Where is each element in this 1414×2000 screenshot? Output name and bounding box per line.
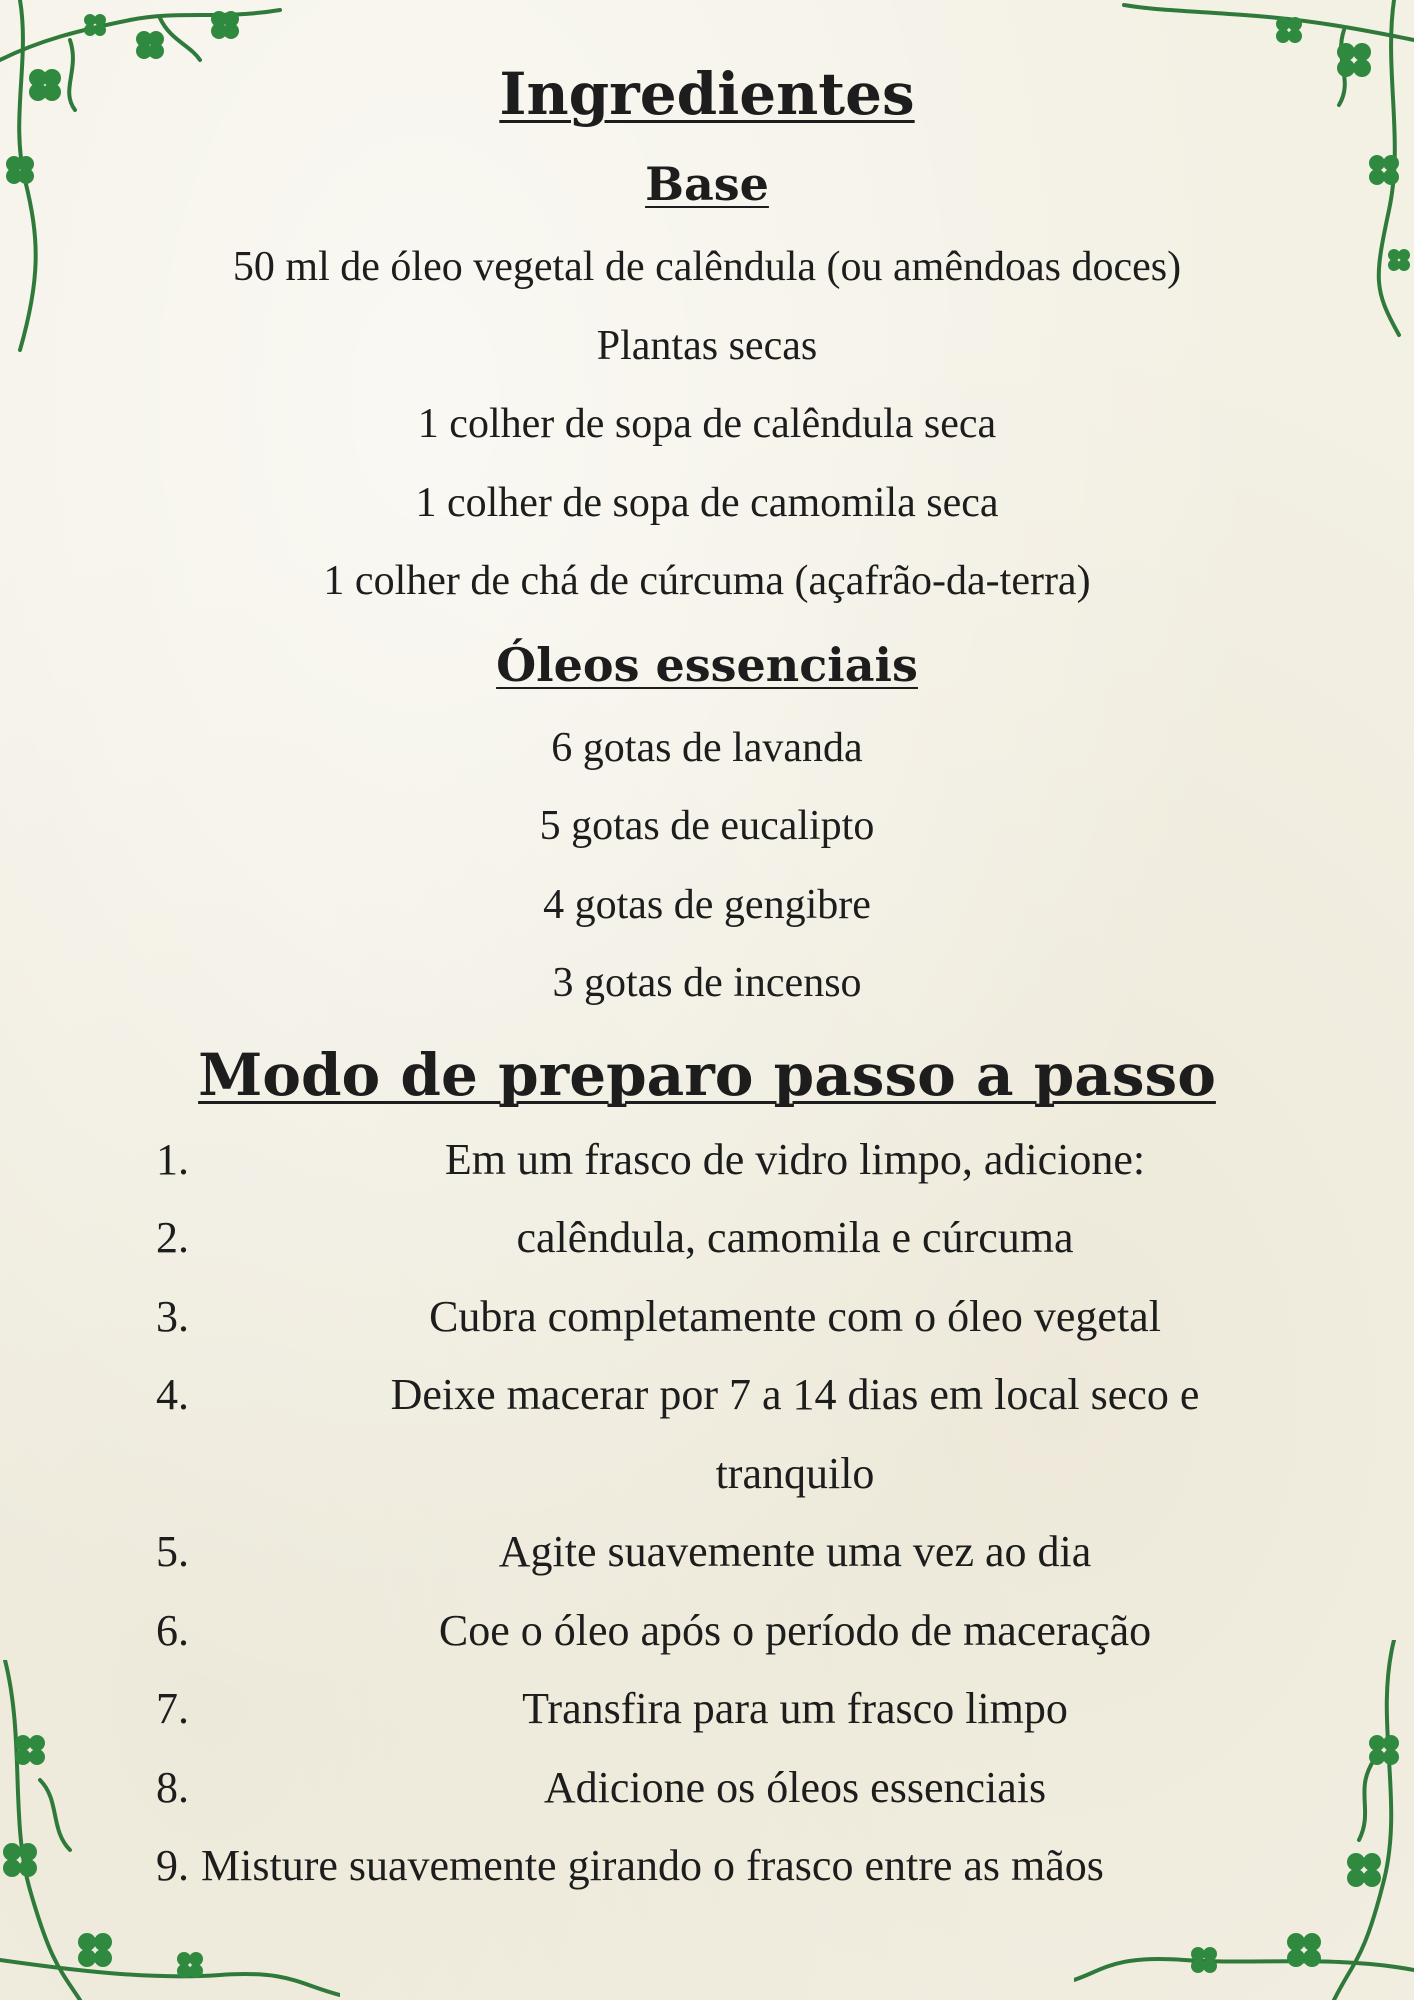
essential-oils-list	[100, 709, 1314, 1023]
preparation-title: Modo de preparo passo a passo	[198, 1040, 1216, 1109]
step-item	[100, 1356, 1314, 1513]
ingredient-item: 50 ml de óleo vegetal de calêndula (ou amêndoas doces)	[232, 244, 1182, 290]
step-item	[100, 1513, 1314, 1592]
step-number: 3.	[156, 1291, 189, 1341]
essential-oil-item: 3 gotas de incenso	[552, 960, 862, 1006]
step-item	[100, 1592, 1314, 1671]
step-text: Deixe macerar por 7 a 14 dias em local seco e tranquilo	[390, 1370, 1200, 1498]
step-item	[100, 1199, 1314, 1278]
base-heading: Base	[645, 157, 769, 211]
essential-oil-item: 5 gotas de eucalipto	[539, 803, 875, 849]
ingredient-item: Plantas secas	[596, 322, 818, 369]
step-text: Agite suavemente uma vez ao dia	[498, 1527, 1092, 1576]
step-text: Cubra completamente com o óleo vegetal	[429, 1291, 1161, 1341]
step-number: 8.	[156, 1762, 189, 1812]
step-text: Misture suavemente girando o frasco entre as mãos	[201, 1841, 1104, 1890]
essential-oil-item: 4 gotas de gengibre	[543, 881, 871, 928]
ingredient-item: 1 colher de chá de cúrcuma (açafrão-da-terra)	[323, 558, 1091, 604]
ingredient-item: 1 colher de sopa de calêndula seca	[417, 401, 997, 447]
recipe-content	[100, 48, 1314, 1906]
step-text: Transfira para um frasco limpo	[522, 1684, 1068, 1733]
step-number: 4.	[156, 1370, 189, 1419]
essential-oil-item: 6 gotas de lavanda	[551, 724, 863, 771]
step-text: calêndula, camomila e cúrcuma	[516, 1213, 1074, 1262]
preparation-steps	[100, 1121, 1314, 1906]
step-number: 5.	[156, 1527, 189, 1576]
ingredients-title: Ingredientes	[499, 60, 915, 128]
step-number: 1.	[156, 1134, 189, 1184]
step-item	[100, 1121, 1314, 1200]
base-list	[100, 228, 1314, 621]
step-number: 6.	[156, 1605, 189, 1655]
ingredient-item: 1 colher de sopa de camomila seca	[415, 479, 999, 526]
step-item	[100, 1278, 1314, 1357]
step-number: 7.	[156, 1684, 189, 1733]
essential-oils-heading: Óleos essenciais	[496, 637, 918, 692]
step-item	[100, 1827, 1314, 1906]
step-item	[100, 1670, 1314, 1749]
step-text: Em um frasco de vidro limpo, adicione:	[444, 1134, 1146, 1184]
step-text: Coe o óleo após o período de maceração	[438, 1605, 1152, 1655]
step-number: 2.	[156, 1213, 189, 1262]
step-text: Adicione os óleos essenciais	[543, 1762, 1047, 1812]
step-number: 9.	[156, 1841, 189, 1890]
step-item	[100, 1749, 1314, 1828]
